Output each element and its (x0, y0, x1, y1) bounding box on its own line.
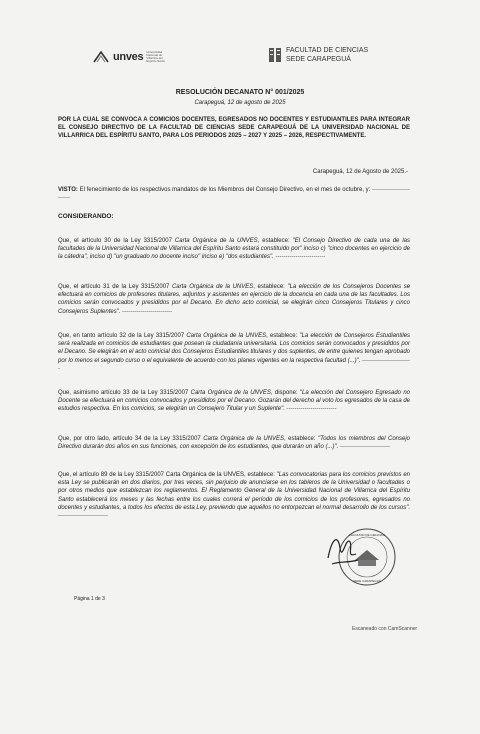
q4-lead: Que, asimismo artículo 33 de la Ley 3315/2007 (58, 390, 189, 396)
q2-lead: Que, el artículo 31 de la Ley 3315/2007 (58, 284, 170, 290)
considerando-paragraph-1 (58, 237, 410, 262)
faculty-building-icon (268, 46, 282, 64)
q4-italic: Carta Orgánica de la UNVES (190, 390, 271, 396)
q1-italic: Carta Orgánica de la UNVES (174, 238, 258, 244)
considerando-paragraph-4 (58, 389, 410, 414)
resolution-subtitle: Carapeguá, 12 de agosto de 2025 (194, 100, 286, 106)
q1-mid: , establece: (257, 238, 290, 244)
q2-mid: , establece: (253, 284, 285, 290)
q1-quote: "El Consejo Directivo de cada una de las facultades de la Universidad Nacional de Villarrica del Espíritu Santo estará constituido por" inciso c) "cinco docentes en ejercicio de la cátedra", inciso d) "un graduado no docente inciso" inciso e) "dos estudiantes". (58, 238, 411, 261)
q3-lead: Que, en tanto artículo 32 de la Ley 3315/2007 (58, 333, 185, 339)
q5-mid: , establece: (284, 436, 316, 442)
visto-label: VISTO: (58, 187, 78, 193)
page-number: Página 1 de 3 (74, 596, 105, 602)
university-logo (92, 50, 168, 64)
q3-quote: "La elección de Consejeros Estudiantiles será realizada en comicios de estudiantes que posean la ciudadanía universitaria. Los comicios serán convocados y presididos por el Decano. Se elegirán en el acto comicial dos Consejeros Estudiantiles titulares y dos suplentes, de entre quienes tengan aprobado por lo menos el segundo curso o el equivalente de acuerdo con los planes vigentes en la respectiva facultad (...)". (58, 333, 411, 364)
faculty-logo (268, 46, 368, 64)
visto-paragraph (58, 186, 410, 202)
university-logo-mark-icon (92, 50, 110, 64)
faculty-logo-text (286, 46, 368, 64)
q5-lead: Que, por otro lado, artículo 34 de la Ley 3315/2007 (58, 436, 201, 442)
fill-dashes: ------------------------- (58, 187, 410, 202)
visto-text: El fenecimiento de los respectivos mandatos de los Miembros del Consejo Directivo, en el mes de octubre, y: (79, 187, 371, 193)
signature-icon (322, 528, 362, 572)
q5-italic: Carta Orgánica de la UNVES (203, 436, 285, 442)
fill-dashes: ------------------------- (275, 254, 326, 261)
resolution-title: RESOLUCIÓN DECANATO N° 001/2025 (175, 89, 305, 96)
stamp-outer-text: FACULTAD DE CIENCIAS (349, 533, 385, 537)
fill-dashes: ------------------------- (58, 357, 410, 372)
fill-dashes: ------------------------- (286, 406, 337, 413)
faculty-line-2: SEDE CARAPEGUÁ (286, 56, 351, 63)
considerando-paragraph-2 (58, 283, 410, 316)
q4-mid: , dispone: (270, 390, 298, 396)
considerando-paragraph-3 (58, 332, 410, 373)
q1-lead: Que, el artículo 30 de la Ley 3315/2007 (58, 238, 172, 244)
university-logo-small-text: Universidad Nacional de Villarrica del Espíritu Santo (146, 50, 166, 63)
q5-quote: "Todos los miembros del Consejo Directivo durarán dos años en sus funciones, con excepción de los estudiantes, que durarán un año (...)". (58, 436, 411, 451)
faculty-line-1: FACULTAD DE CIENCIAS (286, 47, 369, 54)
date-line: Carapeguá, 12 de Agosto de 2025.- (312, 169, 408, 175)
fill-dashes: ------------------------- (339, 444, 390, 451)
q3-mid: , establece: (266, 333, 298, 339)
q4-quote: "La elección del Consejero Egresado no Docente se efectuará en comicios convocados y presididos por el Decano. Gozarán del derecho al voto los egresados de la casa de estudios respectiva. En los comicios, se elegirán un Consejero Titular y un Suplente". (58, 390, 411, 413)
considerando-heading: CONSIDERANDO: (58, 213, 114, 220)
considerando-paragraph-6 (58, 471, 410, 520)
fill-dashes: ------------------------- (58, 513, 108, 520)
q6-quote: "Las convocatorias para los comicios previstos en esta Ley se publicarán en dos diarios, por tres veces, sin perjuicio de anunciarse en los tableros de la Universidad o facultades o por otros medios que establezcan los reglamentos. El Reglamento General de la Universidad Nacional de Villarrica del Espíritu Santo establecerá los meses y las fechas entre los cuales correrá el período de los comicios de los profesores, egresados no docentes y estudiantes, a todos los efectos de esta Ley, previendo que aquéllos no entorpezcan el normal desarrollo de los cursos". (58, 472, 410, 511)
q6-lead: Que, el artículo 89 de la Ley 3315/2007 Carta Orgánica de la UNVES, establece: (58, 472, 275, 478)
stamp-inner-text: SEDE CARAPEGUÁ (353, 579, 381, 583)
considerando-paragraph-5 (58, 435, 410, 451)
q2-quote: "La elección de los Consejeros Docentes se efectuará en comicios de profesores titulares, adjuntos y asistentes en ejercicio de la docencia en cada una de las facultades. Los comicios serán convocados y presididos por el Decano. En dicho acto comicial, se elegirán cinco Consejeros Titulares y cinco Consejeros Suplentes". (58, 284, 411, 315)
scanner-watermark: Escaneado con CamScanner (352, 626, 418, 632)
intro-paragraph: POR LA CUAL SE CONVOCA A COMICIOS DOCENTES, EGRESADOS NO DOCENTES Y ESTUDIANTILES PARA INTEGRAR EL CONSEJO DIRECTIVO DE LA FACULTAD DE CIENCIAS SEDE CARAPEGUÁ DE LA UNIVERSIDAD NACIONAL DE VILLARRICA DEL ESPÍRITU SANTO, PARA LOS PERIODOS 2025 – 2027 Y 2025 – 2026, RESPECTIVAMENTE. (58, 117, 410, 140)
q3-italic: Carta Orgánica de la UNVES (186, 333, 267, 339)
fill-dashes: ------------------------- (122, 308, 173, 315)
q2-italic: Carta Orgánica de la UNVES (171, 284, 254, 290)
university-logo-word: unves (113, 51, 144, 63)
